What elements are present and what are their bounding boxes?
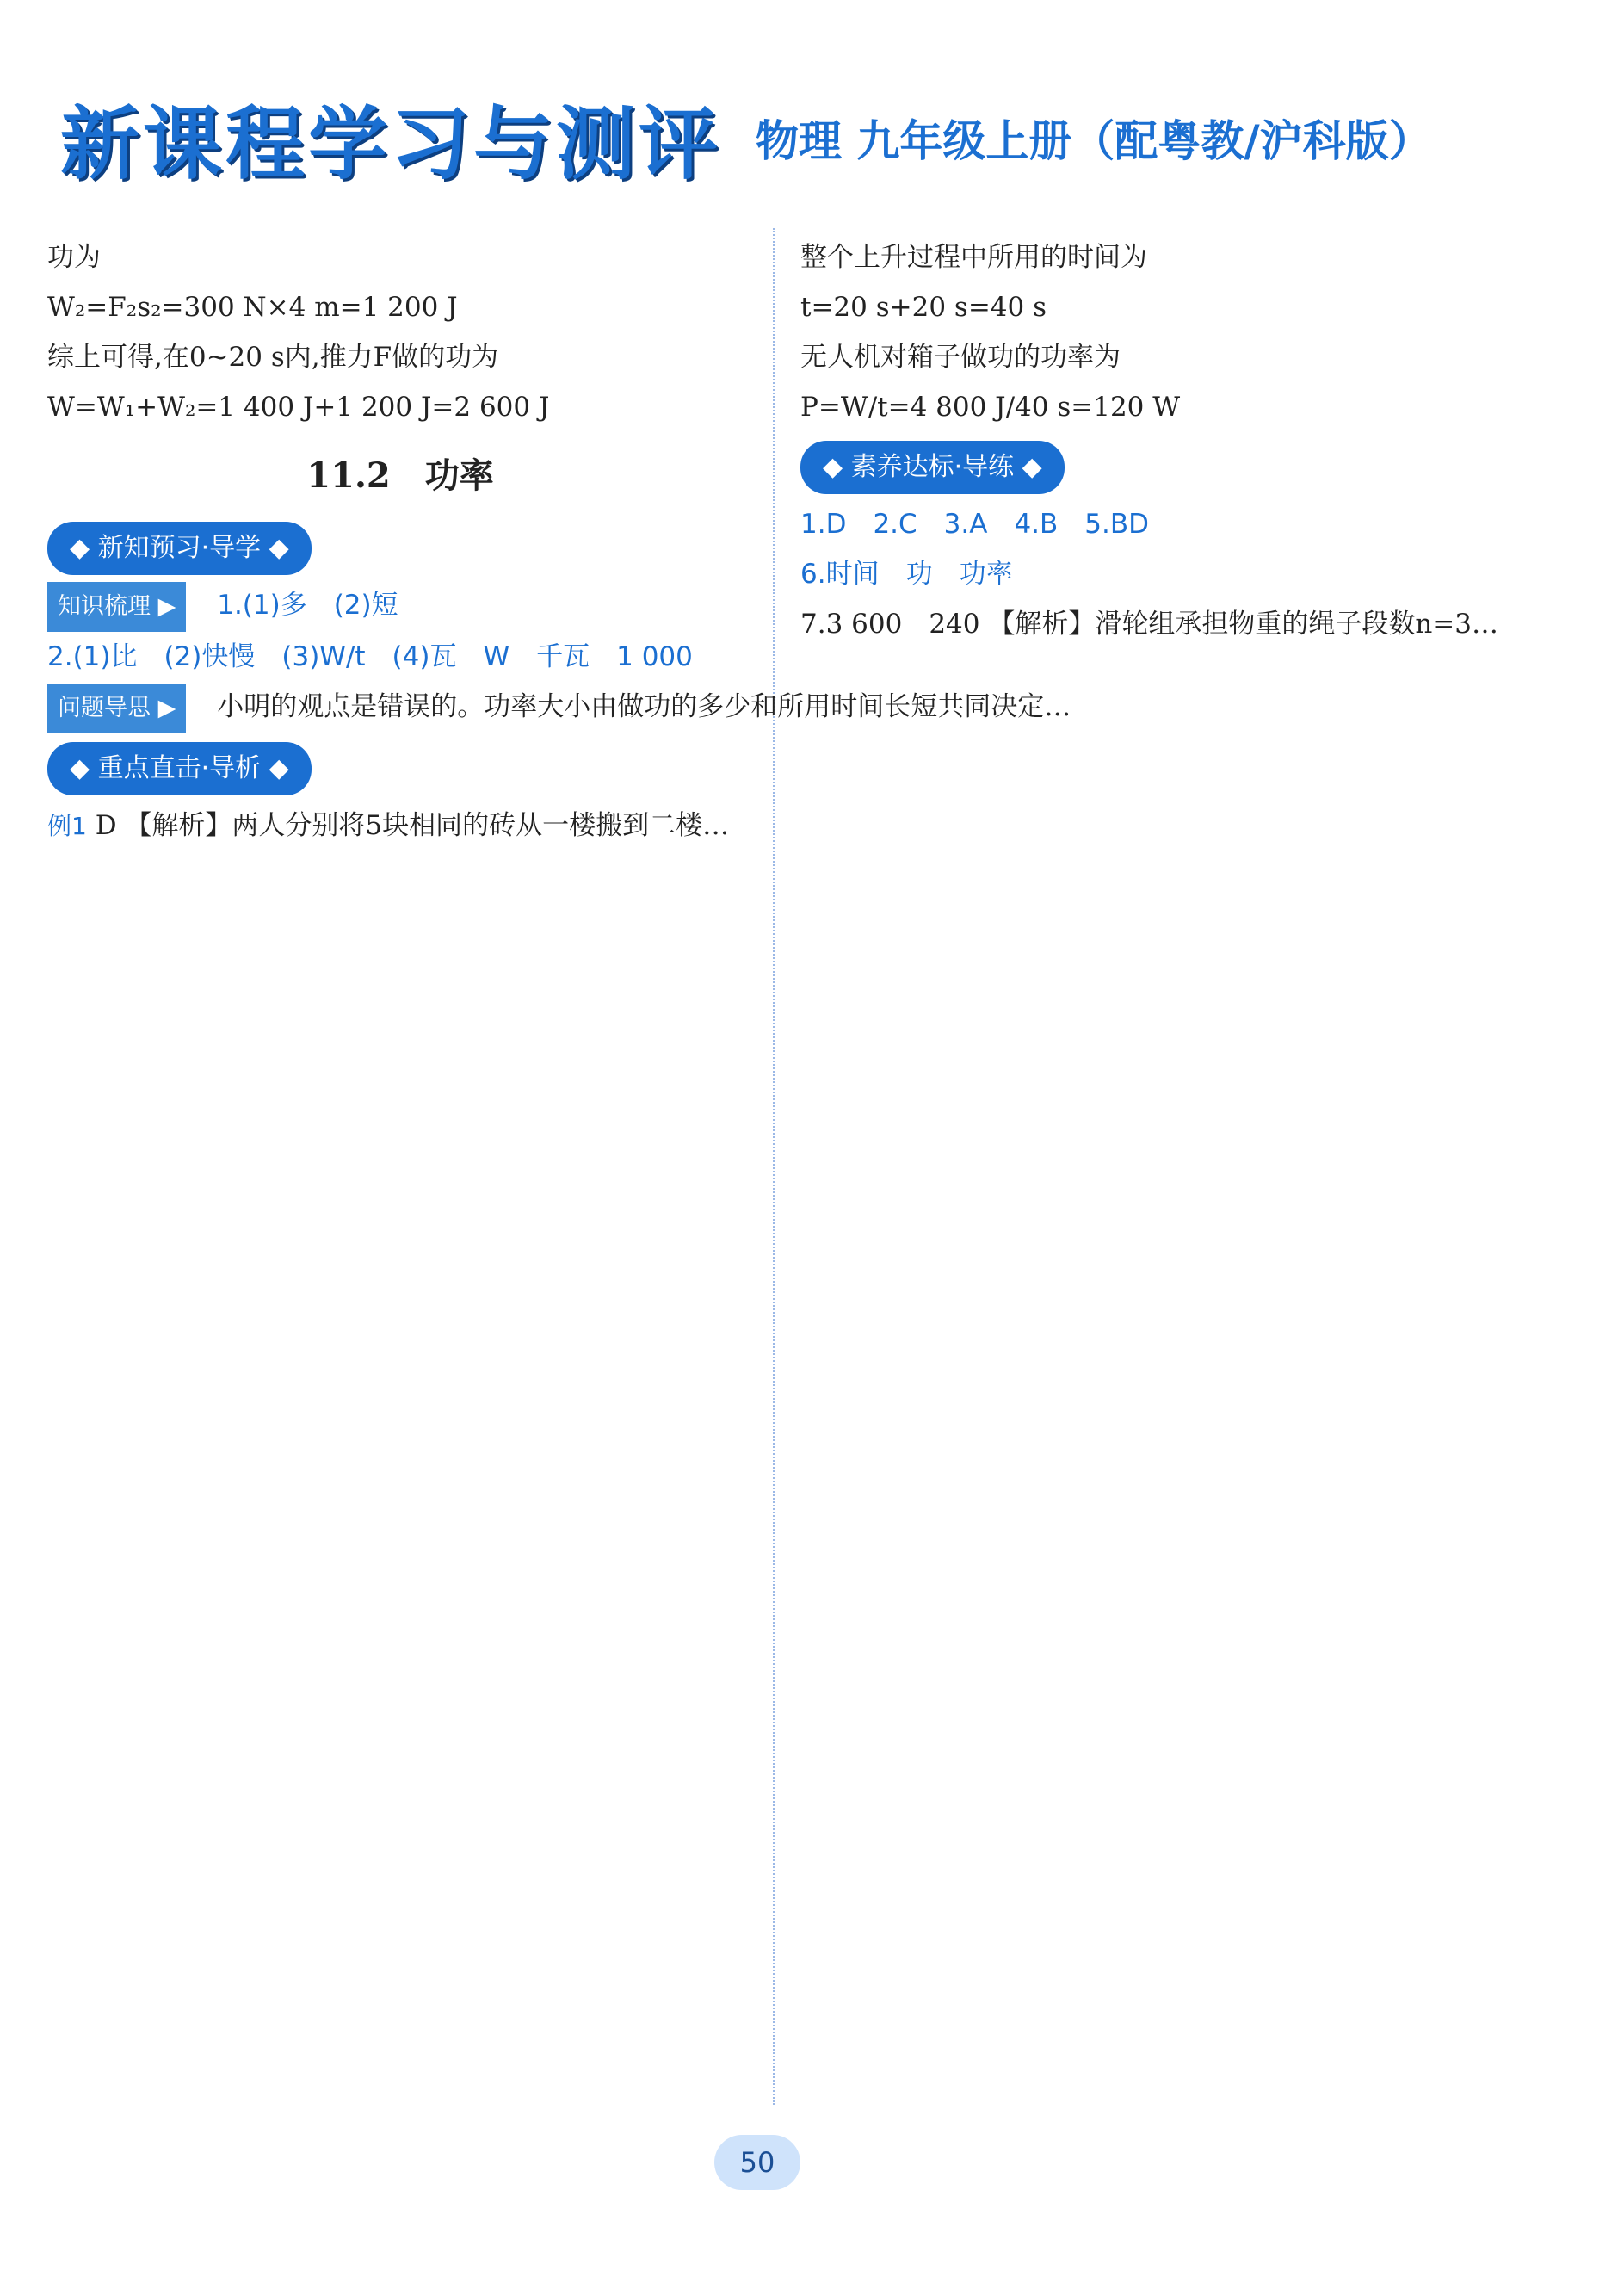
section-title: 11.2 功率 — [306, 455, 494, 496]
example-tag: 例1 — [47, 812, 87, 840]
book-subtitle: 物理 九年级上册（配粤教/沪科版） — [756, 116, 1432, 166]
question-text: 小明的观点是错误的。功率大小由做功的多少和所用时间长短共同决定… — [217, 691, 1071, 722]
section-pill: ◆ 素养达标·导练 ◆ — [800, 441, 1065, 494]
text-line: 整个上升过程中所用的时间为 — [800, 242, 1147, 273]
example-text: D 【解析】两人分别将5块相同的砖从一楼搬到二楼… — [95, 810, 730, 841]
right-column — [800, 232, 1506, 649]
text-line: P=W/t=4 800 J/40 s=120 W — [800, 392, 1181, 423]
answer-line: 6.时间 功 功率 — [800, 559, 1013, 590]
section-pill: ◆ 重点直击·导析 ◆ — [47, 742, 312, 795]
answer-line: 7.3 600 240 【解析】滑轮组承担物重的绳子段数n=3… — [800, 609, 1499, 640]
section-pill: ◆ 新知预习·导学 ◆ — [47, 522, 312, 575]
column-divider — [773, 228, 775, 2105]
text-line: W₂=F₂s₂=300 N×4 m=1 200 J — [47, 292, 458, 323]
text-line: 无人机对箱子做功的功率为 — [800, 342, 1121, 373]
text-line: W=W₁+W₂=1 400 J+1 200 J=2 600 J — [47, 392, 550, 423]
page-number: 50 — [714, 2135, 800, 2190]
knowledge-box: 知识梳理 ▶ — [47, 582, 186, 632]
page-header — [60, 86, 1575, 189]
book-title: 新课程学习与测评 — [60, 98, 722, 190]
answer-line: 2.(1)比 (2)快慢 (3)W/t (4)瓦 W 千瓦 1 000 — [47, 641, 693, 672]
text-line: t=20 s+20 s=40 s — [800, 292, 1047, 323]
text-line: 功为 — [47, 242, 101, 273]
answer-line: 1.(1)多 (2)短 — [217, 590, 398, 621]
question-box: 问题导思 ▶ — [47, 684, 186, 733]
answer-line: 1.D 2.C 3.A 4.B 5.BD — [800, 509, 1150, 540]
text-line: 综上可得,在0~20 s内,推力F做的功为 — [47, 342, 499, 373]
